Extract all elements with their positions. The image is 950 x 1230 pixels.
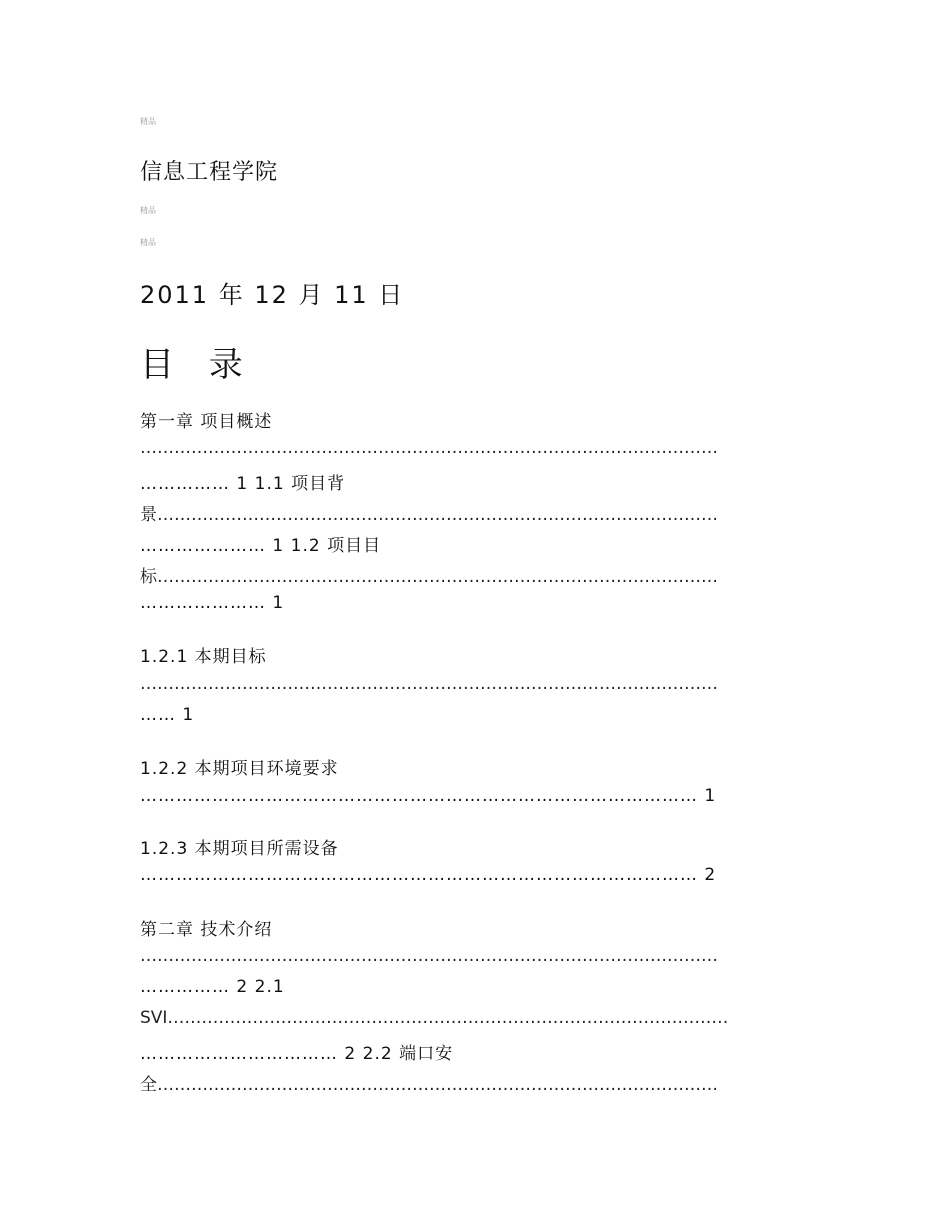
watermark-mark-1: 精品 <box>140 117 156 126</box>
toc-heading: 目 录 <box>140 345 255 385</box>
toc-line: ………………………………………………………………………………………… <box>140 946 718 966</box>
toc-line: SVI……………………………………………………………………………………… <box>140 1008 729 1028</box>
toc-line: …… 1 <box>140 705 195 725</box>
toc-line: ………………………………………………………………………………… 1 <box>140 786 717 806</box>
document-date: 2011 年 12 月 11 日 <box>140 281 405 309</box>
toc-line: 1.2.1 本期目标 <box>140 647 267 667</box>
toc-line: …………… 2 2.1 <box>140 977 285 997</box>
toc-line: 第一章 项目概述 <box>140 412 273 432</box>
toc-line: 全……………………………………………………………………………………… <box>140 1075 718 1095</box>
toc-line: …………… 1 1.1 项目背 <box>140 474 346 494</box>
watermark-mark-3: 精品 <box>140 238 156 247</box>
toc-line: ………………… 1 <box>140 593 285 613</box>
toc-line: 景……………………………………………………………………………………… <box>140 505 718 525</box>
toc-line: 1.2.3 本期项目所需设备 <box>140 839 339 859</box>
toc-line: ………………………………………………………………………………………… <box>140 674 718 694</box>
toc-line: …………………………… 2 2.2 端口安 <box>140 1044 454 1064</box>
toc-line: 1.2.2 本期项目环境要求 <box>140 759 339 779</box>
toc-line: ………………………………………………………………………………………… <box>140 438 718 458</box>
toc-line: 第二章 技术介绍 <box>140 920 273 940</box>
toc-line: ………………… 1 1.2 项目目 <box>140 536 382 556</box>
watermark-mark-2: 精品 <box>140 206 156 215</box>
toc-line: 标……………………………………………………………………………………… <box>140 567 718 587</box>
toc-line: ………………………………………………………………………………… 2 <box>140 865 717 885</box>
institution-name: 信息工程学院 <box>140 160 279 185</box>
